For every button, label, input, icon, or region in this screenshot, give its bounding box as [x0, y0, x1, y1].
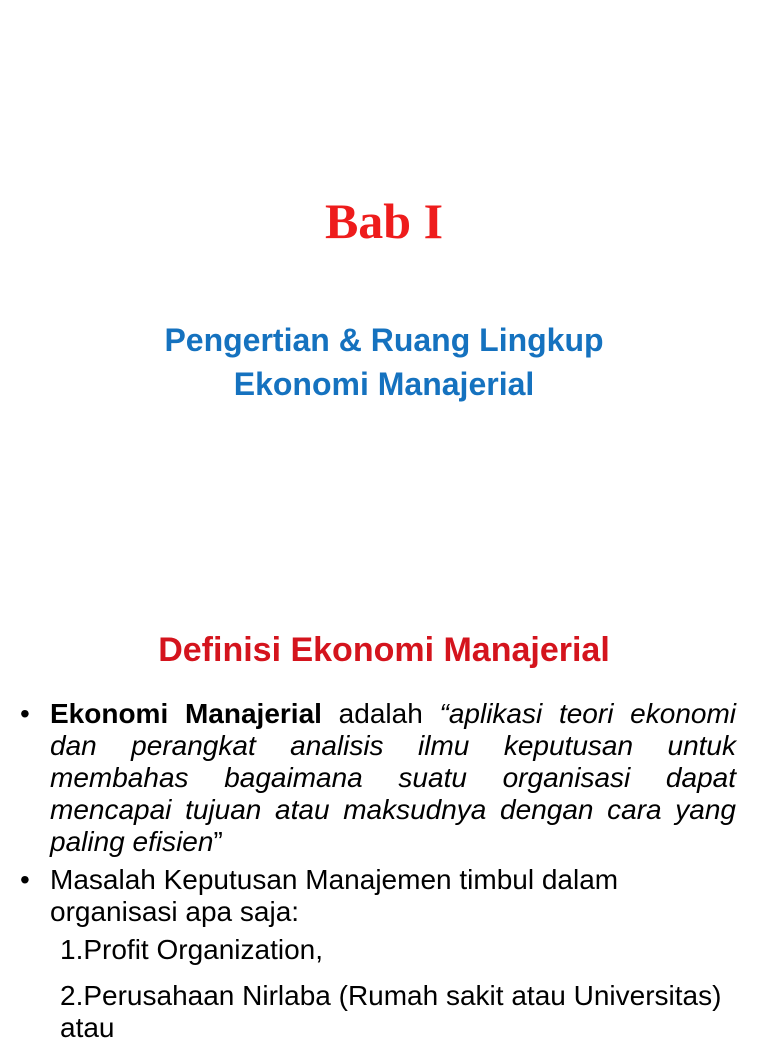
term-bold: Ekonomi Manajerial	[50, 698, 322, 729]
bullet-item-definition	[20, 698, 736, 858]
subtitle-line-2: Ekonomi Manajerial	[233, 366, 535, 402]
subtitle-line-1: Pengertian & Ruang Lingkup	[164, 322, 604, 358]
numbered-item-1: 1.Profit Organization,	[60, 934, 324, 965]
definition-title: Definisi Ekonomi Manajerial	[158, 631, 610, 669]
bullet-text: Masalah Keputusan Manajemen timbul dalam organisasi apa saja:	[50, 864, 619, 927]
slide-2	[0, 600, 768, 1043]
quote-end: ”	[213, 826, 223, 857]
connector-text: adalah	[321, 698, 440, 729]
bullet-icon: •	[20, 864, 30, 895]
numbered-item-2: 2.Perusahaan Nirlaba (Rumah sakit atau Universitas) atau	[60, 980, 722, 1043]
numbered-list	[20, 934, 736, 1044]
chapter-title: Bab I	[324, 193, 444, 249]
definition-quote: “aplikasi teori ekonomi dan perangkat analisis ilmu keputusan untuk membahas bagaimana suatu organisasi dapat mencapai tujuan atau maksudnya dengan cara yang paling efisien	[50, 698, 737, 857]
bullet-list	[20, 698, 736, 1058]
chapter-subtitle	[0, 318, 768, 406]
bullet-icon: •	[20, 698, 30, 729]
bullet-item-problems	[20, 864, 736, 928]
